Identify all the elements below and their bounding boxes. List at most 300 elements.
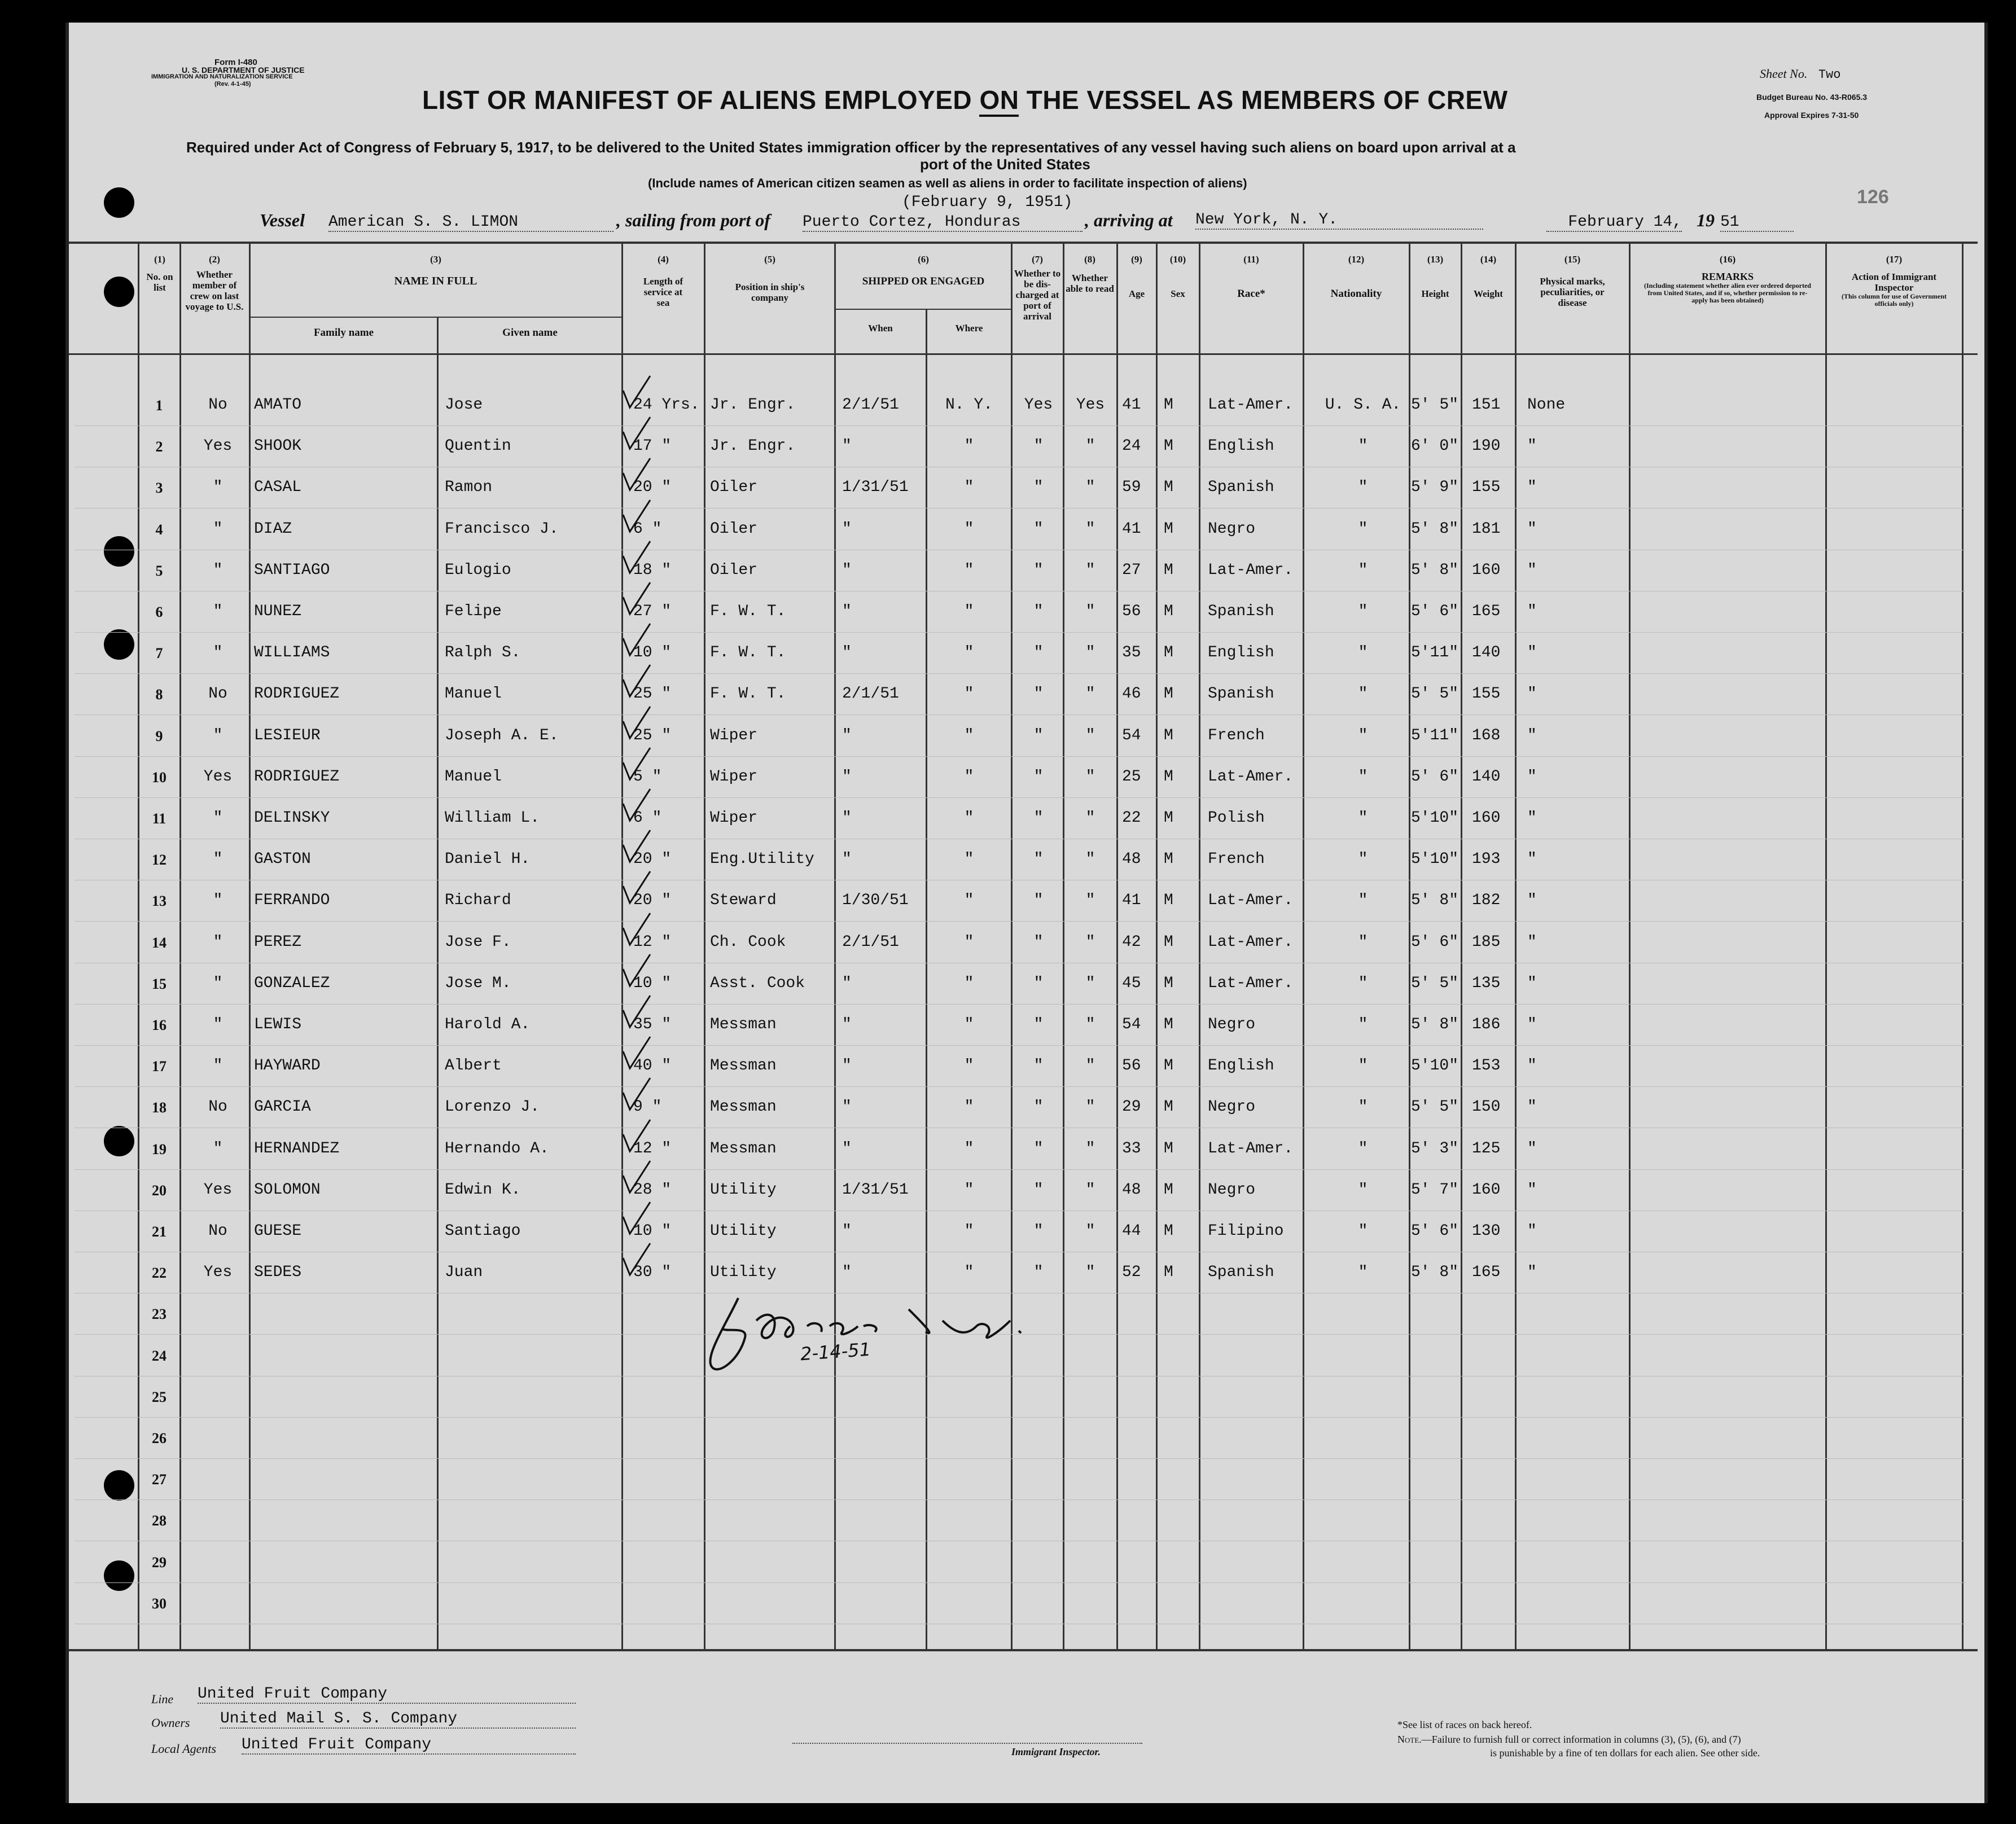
- punch-hole: [104, 277, 134, 307]
- row-number: 13: [152, 893, 166, 909]
- discharged-cell: ": [1033, 1181, 1044, 1199]
- physical-marks-cell: ": [1527, 437, 1537, 455]
- race-cell: Lat-Amer.: [1208, 975, 1294, 992]
- family-name-cell: SOLOMON: [254, 1181, 321, 1199]
- checkmark: [623, 1078, 650, 1110]
- col-8-number: (8): [1084, 254, 1095, 265]
- row-rule: [74, 1458, 1965, 1459]
- able-to-read-cell: ": [1085, 1016, 1095, 1033]
- col-1-number: (1): [154, 254, 165, 265]
- able-to-read-cell: ": [1085, 1264, 1095, 1281]
- shipped-when-cell: 1/31/51: [842, 479, 909, 496]
- weight-cell: 140: [1472, 644, 1501, 661]
- row-number: 3: [155, 480, 163, 496]
- row-number: 10: [152, 769, 166, 786]
- age-cell: 52: [1122, 1264, 1141, 1281]
- age-cell: 22: [1122, 809, 1141, 827]
- checkmark: [623, 458, 650, 490]
- row-rule: [74, 1086, 1965, 1087]
- row-number: 2: [155, 439, 163, 455]
- given-name-cell: Felipe: [445, 603, 502, 620]
- nationality-cell: ": [1358, 520, 1368, 538]
- shipped-where-cell: ": [964, 1057, 974, 1075]
- sex-cell: M: [1164, 892, 1173, 909]
- prev-voyage-cell: ": [213, 1016, 223, 1033]
- discharged-cell: ": [1033, 892, 1044, 909]
- weight-cell: 181: [1472, 520, 1501, 538]
- shipped-when-cell: 2/1/51: [842, 933, 899, 951]
- able-to-read-cell: ": [1085, 520, 1095, 538]
- age-cell: 54: [1122, 727, 1141, 744]
- row-rule: [74, 797, 1965, 798]
- where-header: Where: [955, 323, 983, 334]
- col-16-label: REMARKS: [1701, 271, 1754, 282]
- sex-cell: M: [1164, 1057, 1173, 1075]
- prev-voyage-cell: ": [213, 479, 223, 496]
- nationality-cell: ": [1358, 933, 1368, 951]
- given-name-cell: Eulogio: [445, 562, 511, 579]
- note-label: Note.: [1397, 1734, 1422, 1745]
- row-number: 20: [152, 1182, 166, 1199]
- service-length-cell: 25 ": [633, 727, 672, 744]
- nationality-cell: ": [1358, 727, 1368, 744]
- race-cell: Negro: [1208, 1181, 1256, 1199]
- nationality-cell: ": [1358, 479, 1368, 496]
- name-subheader-rule: [249, 317, 621, 318]
- able-to-read-cell: ": [1085, 1222, 1095, 1240]
- punch-hole: [104, 629, 134, 660]
- discharged-cell: ": [1033, 562, 1044, 579]
- family-name-cell: FERRANDO: [254, 892, 330, 909]
- height-cell: 5' 3": [1411, 1140, 1459, 1157]
- row-number: 27: [152, 1471, 166, 1488]
- shipped-when-cell: ": [842, 1016, 852, 1033]
- physical-marks-cell: None: [1527, 396, 1566, 414]
- shipped-when-cell: ": [842, 1057, 852, 1075]
- when-header: When: [868, 323, 893, 334]
- given-name-cell: Jose F.: [445, 933, 511, 951]
- service-length-cell: 35 ": [633, 1016, 672, 1033]
- row-number: 24: [152, 1348, 166, 1364]
- row-number: 14: [152, 935, 166, 951]
- given-name-cell: Quentin: [445, 437, 511, 455]
- shipped-when-cell: ": [842, 1140, 852, 1157]
- col-14-label: Weight: [1474, 288, 1503, 299]
- sex-cell: M: [1164, 520, 1173, 538]
- race-cell: Polish: [1208, 809, 1265, 827]
- race-cell: Negro: [1208, 1016, 1256, 1033]
- prev-voyage-cell: No: [208, 1222, 227, 1240]
- sex-cell: M: [1164, 396, 1173, 414]
- col-12-header: [1304, 254, 1408, 299]
- race-cell: Lat-Amer.: [1208, 768, 1294, 786]
- col-5-number: (5): [764, 254, 775, 265]
- col-7-number: (7): [1032, 254, 1043, 265]
- given-name-cell: Juan: [445, 1264, 483, 1281]
- family-name-cell: RODRIGUEZ: [254, 768, 340, 786]
- row-rule: [74, 756, 1965, 757]
- col-divider: [1461, 243, 1462, 1650]
- col-10-number: (10): [1169, 254, 1186, 265]
- family-name-cell: SEDES: [254, 1264, 302, 1281]
- height-cell: 5' 8": [1411, 1264, 1459, 1281]
- shipped-when-cell: ": [842, 644, 852, 661]
- sheet-value: Two: [1818, 68, 1841, 82]
- title-on: ON: [979, 85, 1019, 117]
- row-number: 18: [152, 1099, 166, 1116]
- checkmark: [623, 417, 650, 449]
- nationality-cell: ": [1358, 603, 1368, 620]
- row-number: 17: [152, 1058, 166, 1075]
- punch-hole: [104, 1126, 134, 1156]
- nationality-cell: ": [1358, 809, 1368, 827]
- discharged-cell: ": [1033, 479, 1044, 496]
- required-line-2: port of the United States: [920, 156, 1090, 173]
- discharged-cell: ": [1033, 685, 1044, 703]
- sex-cell: M: [1164, 1140, 1173, 1157]
- physical-marks-cell: ": [1527, 520, 1537, 538]
- col-9-label: Age: [1128, 288, 1145, 299]
- able-to-read-cell: ": [1085, 933, 1095, 951]
- discharged-cell: ": [1033, 1016, 1044, 1033]
- service-length-cell: 28 ": [633, 1181, 672, 1199]
- position-cell: Oiler: [710, 479, 758, 496]
- sex-cell: M: [1164, 1264, 1173, 1281]
- row-number: 12: [152, 852, 166, 868]
- age-cell: 41: [1122, 520, 1141, 538]
- checkmark: [623, 624, 650, 655]
- shipped-when-cell: ": [842, 562, 852, 579]
- checkmark: [623, 376, 650, 407]
- shipped-where-cell: ": [964, 809, 974, 827]
- able-to-read-cell: Yes: [1076, 396, 1105, 414]
- col-17-label: Action of Immigrant Inspector: [1851, 271, 1937, 293]
- col-15-label: Physical marks, peculiarities, or disease: [1540, 276, 1605, 308]
- age-cell: 33: [1122, 1140, 1141, 1157]
- family-name-cell: CASAL: [254, 479, 302, 496]
- col-14-number: (14): [1480, 254, 1497, 265]
- line-value: United Fruit Company: [198, 1685, 576, 1704]
- prev-voyage-cell: ": [213, 850, 223, 868]
- weight-cell: 190: [1472, 437, 1501, 455]
- position-cell: Ch. Cook: [710, 933, 786, 951]
- able-to-read-cell: ": [1085, 1098, 1095, 1116]
- race-cell: Lat-Amer.: [1208, 933, 1294, 951]
- service-length-cell: 20 ": [633, 892, 672, 909]
- nationality-cell: ": [1358, 768, 1368, 786]
- able-to-read-cell: ": [1085, 479, 1095, 496]
- checkmark: [623, 1161, 650, 1192]
- owners-label: Owners: [151, 1716, 190, 1730]
- col-6-header: [836, 254, 1011, 287]
- height-cell: 5' 7": [1411, 1181, 1459, 1199]
- arrival-port: New York, N. Y.: [1195, 211, 1483, 230]
- revision: (Rev. 4-1-45): [214, 81, 251, 87]
- prev-voyage-cell: Yes: [203, 1181, 233, 1199]
- col-divider: [1515, 243, 1517, 1650]
- col-2-label: Whether member of crew on last voyage to U.S.: [185, 269, 244, 312]
- col-15-header: [1517, 254, 1628, 308]
- shipped-where-cell: ": [964, 1222, 974, 1240]
- age-cell: 41: [1122, 396, 1141, 414]
- physical-marks-cell: ": [1527, 685, 1537, 703]
- col-4-header: [623, 254, 703, 308]
- position-cell: Eng.Utility: [710, 850, 814, 868]
- service-length-cell: 9 ": [633, 1098, 662, 1116]
- service-length-cell: 10 ": [633, 644, 672, 661]
- physical-marks-cell: ": [1527, 603, 1537, 620]
- agents-label: Local Agents: [151, 1742, 217, 1756]
- title-part-a: LIST OR MANIFEST OF ALIENS EMPLOYED: [422, 85, 980, 115]
- race-cell: English: [1208, 1057, 1274, 1075]
- col-divider: [1011, 243, 1013, 1650]
- able-to-read-cell: ": [1085, 975, 1095, 992]
- row-number: 21: [152, 1224, 166, 1240]
- shipped-where-cell: ": [964, 603, 974, 620]
- shipped-where-cell: N. Y.: [945, 396, 993, 414]
- prev-voyage-cell: ": [213, 809, 223, 827]
- row-number: 19: [152, 1141, 166, 1157]
- inspector-label: Immigrant Inspector.: [1011, 1746, 1101, 1757]
- nationality-cell: ": [1358, 892, 1368, 909]
- discharged-cell: ": [1033, 520, 1044, 538]
- sex-cell: M: [1164, 850, 1173, 868]
- form-title: [422, 85, 1508, 115]
- age-cell: 56: [1122, 603, 1141, 620]
- checkmark: [623, 1120, 650, 1151]
- vessel-label: Vessel: [260, 210, 305, 230]
- shipped-where-cell: ": [964, 1264, 974, 1281]
- position-cell: F. W. T.: [710, 644, 786, 661]
- given-name-cell: Daniel H.: [445, 850, 531, 868]
- nationality-cell: ": [1358, 1222, 1368, 1240]
- col-divider: [926, 309, 927, 1650]
- col-15-number: (15): [1564, 254, 1581, 265]
- shipped-where-cell: ": [964, 768, 974, 786]
- line-label: Line: [151, 1692, 174, 1706]
- able-to-read-cell: ": [1085, 892, 1095, 909]
- row-number: 6: [155, 604, 163, 620]
- age-cell: 25: [1122, 768, 1141, 786]
- header-bottom-border: [69, 353, 1978, 355]
- col-divider: [138, 243, 139, 1650]
- col-13-label: Height: [1421, 288, 1449, 299]
- col-5-header: [705, 254, 834, 303]
- col-divider: [1156, 243, 1158, 1650]
- service-length-cell: 18 ": [633, 562, 672, 579]
- year-prefix: 19: [1697, 210, 1715, 230]
- race-cell: Negro: [1208, 1098, 1256, 1116]
- position-cell: Messman: [710, 1098, 777, 1116]
- able-to-read-cell: ": [1085, 685, 1095, 703]
- department: U. S. DEPARTMENT OF JUSTICE: [182, 65, 305, 74]
- shipped-where-cell: ": [964, 479, 974, 496]
- row-number: 28: [152, 1512, 166, 1529]
- weight-cell: 160: [1472, 562, 1501, 579]
- family-name-cell: GUESE: [254, 1222, 302, 1240]
- given-name-cell: Albert: [445, 1057, 502, 1075]
- service-length-cell: 20 ": [633, 479, 672, 496]
- physical-marks-cell: ": [1527, 1140, 1537, 1157]
- family-name-cell: GASTON: [254, 850, 311, 868]
- page-stamp: 126: [1857, 186, 1889, 208]
- checkmark: [623, 748, 650, 779]
- service-length-cell: 12 ": [633, 933, 672, 951]
- service-length-cell: 6 ": [633, 809, 662, 827]
- col-13-number: (13): [1427, 254, 1444, 265]
- punch-hole: [104, 1560, 134, 1591]
- able-to-read-cell: ": [1085, 1057, 1095, 1075]
- race-cell: French: [1208, 850, 1265, 868]
- include-note: (Include names of American citizen seamen as well as aliens in order to facilitate inspection of aliens): [648, 176, 1247, 190]
- note-text: —Failure to furnish full or correct information in columns (3), (5), (6), and (7): [1421, 1734, 1741, 1745]
- prev-voyage-cell: ": [213, 975, 223, 992]
- shipped-where-cell: ": [964, 933, 974, 951]
- age-cell: 44: [1122, 1222, 1141, 1240]
- col-16-number: (16): [1719, 254, 1736, 265]
- position-cell: Jr. Engr.: [710, 437, 796, 455]
- height-cell: 5' 6": [1411, 768, 1459, 786]
- sheet-number: [1760, 67, 1840, 82]
- approval-expires: Approval Expires 7-31-50: [1764, 111, 1859, 120]
- discharged-cell: Yes: [1024, 396, 1053, 414]
- shipped-where-cell: ": [964, 437, 974, 455]
- col-17-number: (17): [1886, 254, 1903, 265]
- col-16-header: [1631, 254, 1825, 304]
- checkmark: [623, 500, 650, 532]
- form-number: Form I-480: [214, 58, 257, 67]
- vessel-name: American S. S. LIMON: [328, 213, 613, 232]
- service-length-cell: 24 Yrs.: [633, 396, 700, 414]
- shipped-where-cell: ": [964, 1098, 974, 1116]
- table-top-border: [69, 242, 1978, 244]
- height-cell: 5'11": [1411, 727, 1459, 744]
- family-name-cell: LESIEUR: [254, 727, 321, 744]
- race-cell: French: [1208, 727, 1265, 744]
- arrival-date: February 14,: [1546, 213, 1682, 232]
- weight-cell: 186: [1472, 1016, 1501, 1033]
- able-to-read-cell: ": [1085, 1140, 1095, 1157]
- prev-voyage-cell: No: [208, 1098, 227, 1116]
- row-rule: [74, 1004, 1965, 1005]
- nationality-cell: ": [1358, 850, 1368, 868]
- col-8-label: Whether able to read: [1066, 273, 1114, 294]
- shipped-when-cell: ": [842, 850, 852, 868]
- nationality-cell: ": [1358, 644, 1368, 661]
- given-name-cell: Francisco J.: [445, 520, 559, 538]
- position-cell: F. W. T.: [710, 685, 786, 703]
- col-divider: [1199, 243, 1200, 1650]
- discharged-cell: ": [1033, 1264, 1044, 1281]
- service-length-cell: 25 ": [633, 685, 672, 703]
- discharged-cell: ": [1033, 850, 1044, 868]
- physical-marks-cell: ": [1527, 1098, 1537, 1116]
- nationality-cell: ": [1358, 1181, 1368, 1199]
- col-3-header: [251, 254, 621, 287]
- family-name-cell: NUNEZ: [254, 603, 302, 620]
- able-to-read-cell: ": [1085, 809, 1095, 827]
- service-length-cell: 10 ": [633, 1222, 672, 1240]
- discharged-cell: ": [1033, 933, 1044, 951]
- nationality-cell: U. S. A.: [1325, 396, 1401, 414]
- physical-marks-cell: ": [1527, 1181, 1537, 1199]
- row-rule: [74, 1417, 1965, 1418]
- service: IMMIGRATION AND NATURALIZATION SERVICE: [151, 73, 293, 80]
- checkmark: [623, 789, 650, 821]
- prev-voyage-cell: ": [213, 603, 223, 620]
- given-name-cell: Jose: [445, 396, 483, 414]
- race-cell: Filipino: [1208, 1222, 1284, 1240]
- col-10-label: Sex: [1171, 288, 1185, 299]
- race-cell: English: [1208, 644, 1274, 661]
- sailing-label: , sailing from port of: [616, 210, 770, 230]
- checkmark: [623, 830, 650, 862]
- height-cell: 5' 9": [1411, 479, 1459, 496]
- position-cell: Wiper: [710, 809, 758, 827]
- prev-voyage-cell: ": [213, 1140, 223, 1157]
- nationality-cell: ": [1358, 562, 1368, 579]
- race-cell: Lat-Amer.: [1208, 1140, 1294, 1157]
- col-5-label: Position in ship's company: [735, 282, 805, 303]
- position-cell: Jr. Engr.: [710, 396, 796, 414]
- row-number: 26: [152, 1430, 166, 1446]
- shipped-where-cell: ": [964, 1140, 974, 1157]
- given-name-cell: Manuel: [445, 685, 502, 703]
- able-to-read-cell: ": [1085, 562, 1095, 579]
- col-1-label: No. on list: [146, 271, 173, 293]
- row-number: 1: [155, 397, 163, 414]
- shipped-where-cell: ": [964, 562, 974, 579]
- height-cell: 5' 8": [1411, 520, 1459, 538]
- col-14-header: [1462, 254, 1514, 299]
- col-9-header: [1118, 254, 1155, 299]
- col-17-note: (This column for use of Government officials only): [1841, 292, 1947, 308]
- sex-cell: M: [1164, 1016, 1173, 1033]
- weight-cell: 193: [1472, 850, 1501, 868]
- shipped-where-cell: ": [964, 975, 974, 992]
- sex-cell: M: [1164, 768, 1173, 786]
- family-name-cell: HAYWARD: [254, 1057, 321, 1075]
- given-name-cell: William L.: [445, 809, 540, 827]
- table-bottom-border: [69, 1649, 1978, 1651]
- position-cell: Wiper: [710, 727, 758, 744]
- arriving-label: , arriving at: [1085, 210, 1173, 230]
- shipped-when-cell: ": [842, 727, 852, 744]
- physical-marks-cell: ": [1527, 644, 1537, 661]
- able-to-read-cell: ": [1085, 437, 1095, 455]
- col-4-label: Length of service at sea: [643, 276, 683, 308]
- prev-voyage-cell: Yes: [203, 1264, 233, 1281]
- physical-marks-cell: ": [1527, 1016, 1537, 1033]
- prev-voyage-cell: ": [213, 727, 223, 744]
- row-rule: [74, 1045, 1965, 1046]
- col-divider: [1962, 243, 1964, 1650]
- position-cell: Wiper: [710, 768, 758, 786]
- given-name-cell: Manuel: [445, 768, 502, 786]
- shipped-when-cell: ": [842, 1222, 852, 1240]
- punch-hole: [104, 187, 134, 218]
- shipped-where-cell: ": [964, 850, 974, 868]
- weight-cell: 155: [1472, 685, 1501, 703]
- shipped-where-cell: ": [964, 1181, 974, 1199]
- weight-cell: 135: [1472, 975, 1501, 992]
- sex-cell: M: [1164, 1181, 1173, 1199]
- race-cell: Spanish: [1208, 1264, 1274, 1281]
- col-1-header: [141, 254, 178, 293]
- able-to-read-cell: ": [1085, 644, 1095, 661]
- physical-marks-cell: ": [1527, 1057, 1537, 1075]
- given-name-cell: Hernando A.: [445, 1140, 549, 1157]
